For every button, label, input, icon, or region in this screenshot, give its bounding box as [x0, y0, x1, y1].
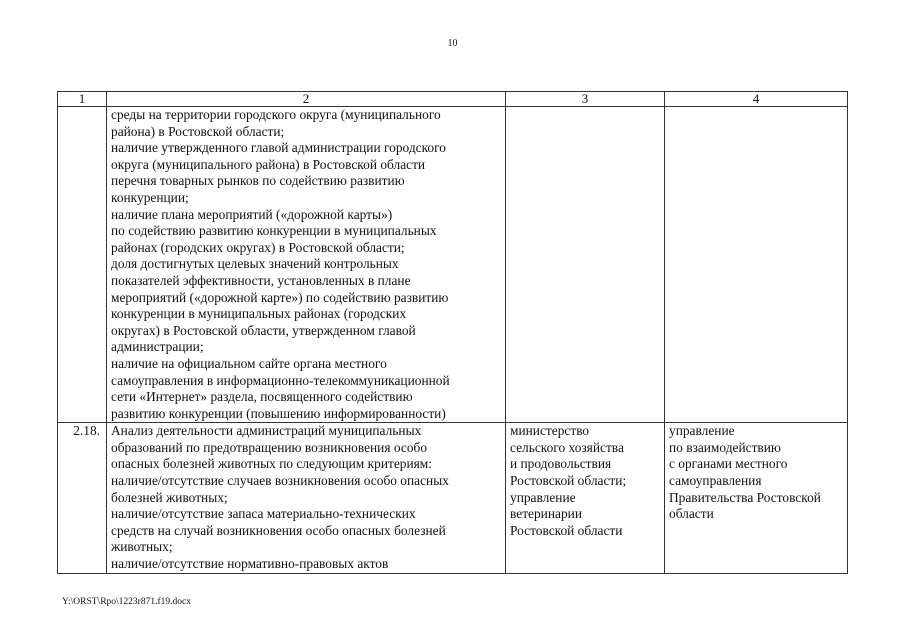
cell-criteria [107, 107, 506, 423]
text-line: по взаимодействию [669, 439, 781, 455]
text-line: сельского хозяйства [510, 439, 624, 455]
text-line: показателей эффективности, установленных в плане [111, 272, 411, 288]
text-line: доля достигнутых целевых значений контрольных [111, 256, 399, 272]
text-line: администрации; [111, 339, 204, 355]
text-line: наличие на официальном сайте органа местного [111, 355, 387, 371]
row-number: 2.18. [58, 423, 107, 573]
text-line: опасных болезней животных по следующим критериям: [111, 456, 433, 472]
text-line: по содействию развитию конкуренции в муниципальных [111, 223, 437, 239]
text-line: наличие/отсутствие случаев возникновения особо опасных [111, 473, 449, 489]
cell-responsible [506, 107, 665, 423]
text-line: Анализ деятельности администраций муниципальных [111, 423, 422, 439]
cell-coordinator [665, 423, 848, 573]
text-line: мероприятий («дорожной карте») по содействию развитию [111, 289, 449, 305]
text-line: районах (городских округах) в Ростовской области; [111, 239, 405, 255]
text-line: Ростовской области [510, 522, 623, 538]
text-line: наличие/отсутствие запаса материально-технических [111, 506, 416, 522]
text-line: округах) в Ростовской области, утвержденном главой [111, 322, 416, 338]
cell-responsible [506, 423, 665, 573]
text-line: наличие утвержденного главой администрации городского [111, 140, 446, 156]
text-line: управление [510, 489, 576, 505]
text-line: министерство [510, 423, 590, 439]
column-header-3: 3 [506, 92, 665, 107]
text-line: конкуренции; [111, 189, 189, 205]
text-line: животных; [111, 539, 173, 555]
text-line: средств на случай возникновения особо опасных болезней [111, 522, 446, 538]
page-number: 10 [447, 38, 458, 49]
text-line: ветеринарии [510, 506, 582, 522]
text-line: управление [669, 423, 735, 439]
text-line: самоуправления [669, 473, 762, 489]
table-header-row [58, 92, 848, 107]
text-line: Правительства Ростовской [669, 489, 821, 505]
text-line: области [669, 506, 714, 522]
text-line: округа (муниципального района) в Ростовской области [111, 156, 426, 172]
text-line: наличие плана мероприятий («дорожной карты») [111, 206, 393, 222]
table-row [58, 107, 848, 423]
file-path-footer: Y:\ORST\Rpo\1223r871.f19.docx [62, 597, 191, 607]
table-body [58, 107, 848, 574]
document-table [57, 91, 848, 574]
text-line: болезней животных; [111, 489, 228, 505]
column-header-1: 1 [58, 92, 107, 107]
table-row [58, 423, 848, 573]
text-line: Ростовской области; [510, 473, 627, 489]
text-line: среды на территории городского округа (муниципального [111, 107, 441, 122]
cell-coordinator [665, 107, 848, 423]
text-line: наличие/отсутствие нормативно-правовых актов [111, 556, 389, 572]
column-header-4: 4 [665, 92, 848, 107]
text-line: самоуправления в информационно-телекоммуникационной [111, 372, 450, 388]
text-line: с органами местного [669, 456, 788, 472]
text-line: и продовольствия [510, 456, 612, 472]
text-line: сети «Интернет» раздела, посвященного содействию [111, 389, 413, 405]
text-line: образований по предотвращению возникновения особо [111, 439, 428, 455]
text-line: района) в Ростовской области; [111, 123, 285, 139]
row-number [58, 107, 107, 423]
cell-criteria [107, 423, 506, 573]
column-header-2: 2 [107, 92, 506, 107]
text-line: развитию конкуренции (повышению информированности) [111, 405, 446, 421]
text-line: перечня товарных рынков по содействию развитию [111, 173, 405, 189]
text-line: конкуренции в муниципальных районах (городских [111, 306, 407, 322]
